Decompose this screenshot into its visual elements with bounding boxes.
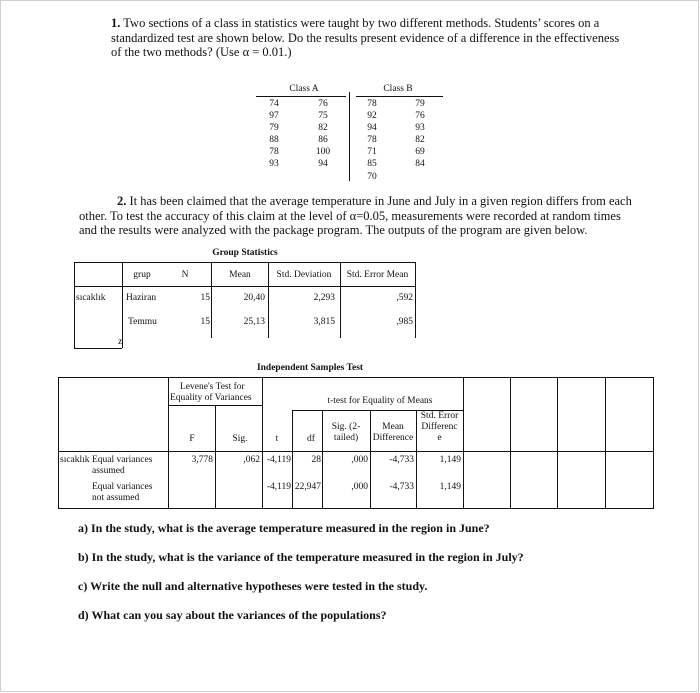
se-diff-value: 1,149 bbox=[439, 482, 461, 492]
score: 82 bbox=[318, 123, 328, 134]
row1-label-line-1: Equal variances bbox=[92, 455, 153, 465]
score: 86 bbox=[318, 135, 328, 146]
grid-line bbox=[168, 377, 169, 508]
score: 82 bbox=[415, 135, 425, 146]
score: 79 bbox=[415, 99, 425, 109]
question-d-text: What can you say about the variances of the populations? bbox=[91, 608, 387, 622]
se-value: ,985 bbox=[396, 317, 413, 327]
col-std-dev: Std. Deviation bbox=[276, 270, 332, 280]
col-std-err: Std. Error Mean bbox=[346, 270, 409, 280]
t-value: -4,119 bbox=[266, 455, 291, 465]
question-c-label: c) bbox=[78, 579, 88, 593]
grid-line bbox=[74, 348, 122, 349]
score: 76 bbox=[415, 111, 425, 122]
question-c-text: Write the null and alternative hypotheses were tested in the study. bbox=[90, 579, 428, 593]
mean-value: 20,40 bbox=[243, 293, 265, 303]
n-value: 15 bbox=[200, 317, 210, 327]
stray-z: z bbox=[118, 337, 123, 347]
row1-label bbox=[92, 455, 152, 477]
class-b-col-2 bbox=[410, 98, 430, 171]
question-b bbox=[78, 550, 524, 565]
group-stats-title: Group Statistics bbox=[212, 248, 278, 258]
grid-line bbox=[58, 377, 59, 508]
grid-line bbox=[74, 262, 75, 348]
score: 92 bbox=[367, 111, 377, 122]
class-a-col-2 bbox=[311, 98, 335, 171]
grid-line bbox=[58, 508, 654, 509]
score: 94 bbox=[318, 159, 328, 170]
grid-line bbox=[58, 377, 654, 378]
grid-line bbox=[557, 377, 558, 508]
q1-line-1: Two sections of a class in statistics were taught by two different methods. Students’ scores on a bbox=[123, 16, 600, 30]
class-b-col-1 bbox=[362, 98, 382, 183]
levene-header bbox=[170, 382, 252, 404]
score: 94 bbox=[367, 123, 377, 134]
f-value: 3,778 bbox=[191, 455, 213, 465]
question-d-label: d) bbox=[78, 608, 89, 622]
grid-line bbox=[215, 405, 216, 508]
col-std-err-diff bbox=[416, 411, 463, 444]
mean-diff-value: -4,733 bbox=[389, 455, 414, 465]
col-std-err-diff-line-3: e bbox=[437, 433, 442, 443]
question-a-label: a) bbox=[78, 521, 88, 535]
col-sig2-line-2: tailed) bbox=[333, 433, 359, 443]
grid-line bbox=[415, 262, 416, 338]
score: 79 bbox=[269, 123, 279, 134]
score: 71 bbox=[367, 147, 377, 158]
score: 93 bbox=[269, 159, 279, 170]
question-1 bbox=[111, 16, 671, 60]
col-sig2 bbox=[322, 422, 370, 444]
col-mean: Mean bbox=[229, 270, 251, 280]
sig2-value: ,000 bbox=[351, 482, 368, 492]
q1-line-3: of the two methods? (Use α = 0.01.) bbox=[111, 45, 292, 59]
col-grup: grup bbox=[133, 270, 151, 280]
se-value: ,592 bbox=[396, 293, 413, 303]
score: 97 bbox=[269, 111, 279, 122]
score: 78 bbox=[367, 99, 377, 109]
col-mean-diff-line-1: Mean bbox=[382, 422, 404, 432]
question-c bbox=[78, 579, 427, 594]
col-sig2-line-1: Sig. (2- bbox=[331, 422, 361, 432]
grid-line bbox=[605, 377, 606, 508]
levene-header-line-2: Equality of Variances bbox=[170, 393, 252, 403]
score: 100 bbox=[315, 147, 331, 158]
n-value: 15 bbox=[200, 293, 210, 303]
ttest-header: t-test for Equality of Means bbox=[327, 396, 433, 406]
col-std-err-diff-line-2: Differenc bbox=[421, 422, 458, 432]
class-a-col-1 bbox=[264, 98, 284, 171]
sig-value: ,062 bbox=[243, 455, 260, 465]
df-value: 22,947 bbox=[294, 482, 321, 492]
class-b-header: Class B bbox=[383, 84, 413, 94]
score: 75 bbox=[318, 111, 328, 122]
levene-header-line-1: Levene's Test for bbox=[180, 382, 245, 392]
row2-label-line-2: not assumed bbox=[92, 493, 140, 503]
question-a-text: In the study, what is the average temperature measured in the region in June? bbox=[91, 521, 490, 535]
t-value: -4,119 bbox=[266, 482, 291, 492]
col-n: N bbox=[181, 270, 189, 280]
grid-line bbox=[510, 377, 511, 508]
question-b-label: b) bbox=[78, 550, 89, 564]
score: 74 bbox=[269, 99, 279, 109]
col-std-err-diff-line-1: Std. Error bbox=[420, 411, 459, 421]
row2-label-line-1: Equal variances bbox=[92, 482, 153, 492]
mean-diff-value: -4,733 bbox=[389, 482, 414, 492]
score: 85 bbox=[367, 159, 377, 170]
sd-value: 2,293 bbox=[313, 293, 335, 303]
grid-line bbox=[653, 377, 654, 508]
class-a-header: Class A bbox=[289, 84, 319, 94]
col-f: F bbox=[189, 434, 195, 444]
q2-number: 2. bbox=[117, 194, 127, 208]
class-divider bbox=[349, 92, 350, 181]
q1-number: 1. bbox=[111, 16, 121, 30]
row2-label bbox=[92, 482, 152, 504]
grid-line bbox=[74, 262, 416, 263]
sig2-value: ,000 bbox=[351, 455, 368, 465]
row1-label-line-2: assumed bbox=[92, 466, 125, 476]
question-d bbox=[78, 608, 387, 623]
q2-line-1: It has been claimed that the average temperature in June and July in a given region differs from each bbox=[129, 194, 632, 208]
group-haziran: Haziran bbox=[126, 293, 157, 303]
score: 70 bbox=[367, 171, 377, 182]
score: 78 bbox=[367, 135, 377, 146]
df-value: 28 bbox=[311, 455, 321, 465]
grid-line bbox=[74, 286, 416, 287]
se-diff-value: 1,149 bbox=[439, 455, 461, 465]
score: 84 bbox=[415, 159, 425, 170]
class-a-rule bbox=[256, 96, 346, 97]
sd-value: 3,815 bbox=[313, 317, 335, 327]
question-a bbox=[78, 521, 490, 536]
score: 76 bbox=[318, 99, 328, 109]
q2-line-3: and the results were analyzed with the package program. The outputs of the program are given below. bbox=[79, 223, 588, 237]
mean-value: 25,13 bbox=[243, 317, 265, 327]
group-temmu: Temmu bbox=[128, 317, 157, 327]
score: 69 bbox=[415, 147, 425, 158]
class-b-rule bbox=[356, 96, 443, 97]
grid-line bbox=[58, 451, 654, 452]
score: 78 bbox=[269, 147, 279, 158]
score: 88 bbox=[269, 135, 279, 146]
question-2 bbox=[79, 194, 679, 238]
col-df: df bbox=[307, 434, 315, 444]
score: 93 bbox=[415, 123, 425, 134]
variable-label: sıcaklık bbox=[76, 293, 106, 303]
col-mean-diff-line-2: Difference bbox=[372, 433, 414, 443]
q2-line-2: other. To test the accuracy of this claim at the level of α=0.05, measurements were recorded at random times bbox=[79, 208, 621, 223]
question-b-text: In the study, what is the variance of the temperature measured in the region in July? bbox=[91, 550, 524, 564]
q1-line-2: standardized test are shown below. Do the results present evidence of a difference in the effectiveness bbox=[111, 30, 620, 45]
variable-label: sıcaklık bbox=[60, 455, 90, 465]
col-mean-diff bbox=[370, 422, 416, 444]
col-t: t bbox=[275, 434, 279, 444]
col-sig: Sig. bbox=[232, 434, 248, 444]
ind-test-title: Independent Samples Test bbox=[256, 363, 364, 373]
